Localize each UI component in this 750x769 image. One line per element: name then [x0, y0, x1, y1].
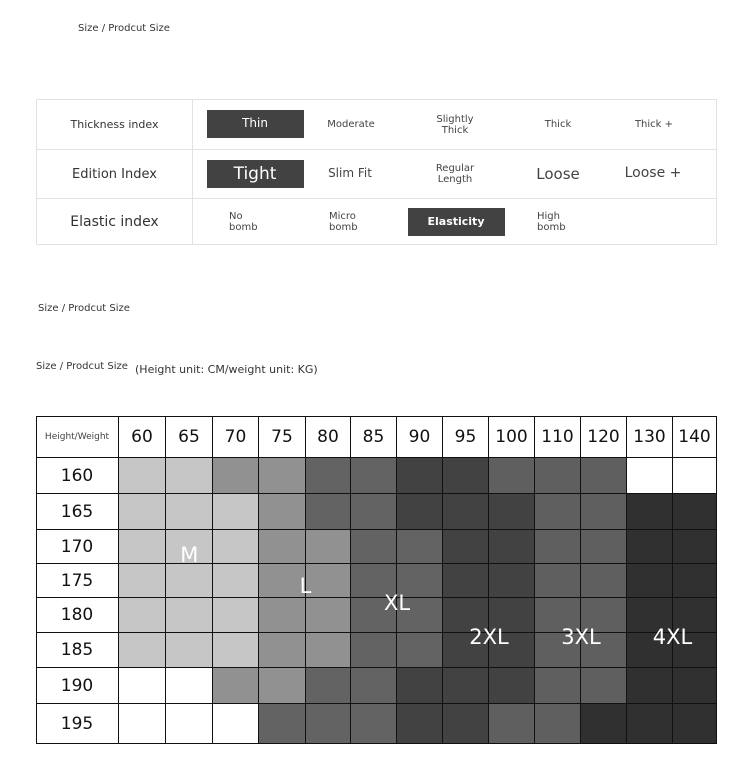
size-cell: [213, 494, 259, 530]
size-cell: [259, 598, 306, 633]
size-cell: [259, 668, 306, 704]
size-cell: [259, 564, 306, 598]
size-cell: [213, 458, 259, 494]
size-cell: [213, 564, 259, 598]
size-cell: [627, 494, 673, 530]
size-cell: [581, 704, 627, 744]
size-cell: [119, 530, 166, 564]
weight-header: 80: [306, 416, 351, 458]
size-cell: [627, 458, 673, 494]
unit-note: (Height unit: CM/weight unit: KG): [135, 363, 318, 376]
size-cell: [443, 704, 489, 744]
height-header: 180: [36, 598, 119, 633]
size-cell: [581, 494, 627, 530]
size-cell: [581, 564, 627, 598]
size-cell: [166, 598, 213, 633]
size-cell: [397, 668, 443, 704]
height-header: 190: [36, 668, 119, 704]
size-cell: [397, 704, 443, 744]
size-cell: [166, 633, 213, 668]
size-cell: [443, 530, 489, 564]
edition-option-loose-plus: Loose +: [624, 165, 682, 182]
size-cell: [397, 458, 443, 494]
size-cell: [119, 494, 166, 530]
size-cell: [627, 564, 673, 598]
elastic-option-no-bomb: No bomb: [229, 211, 258, 233]
elastic-option-high-bomb: High bomb: [537, 211, 566, 233]
size-label-l: L: [299, 573, 312, 598]
size-cell: [397, 530, 443, 564]
size-cell: [259, 704, 306, 744]
size-cell: [351, 598, 397, 633]
thickness-option-moderate: Moderate: [327, 119, 375, 130]
size-cell: [443, 458, 489, 494]
size-cell: [166, 494, 213, 530]
size-cell: [443, 598, 489, 633]
size-cell: [351, 668, 397, 704]
size-label-4xl: 4XL: [652, 624, 693, 649]
size-cell: [489, 530, 535, 564]
size-cell: [581, 458, 627, 494]
size-cell: [166, 564, 213, 598]
size-cell: [166, 668, 213, 704]
size-cell: [213, 668, 259, 704]
size-cell: [581, 530, 627, 564]
edition-option-regular-length: Regular Length: [435, 163, 475, 185]
size-cell: [306, 598, 351, 633]
size-cell: [351, 633, 397, 668]
size-cell: [119, 633, 166, 668]
size-cell: [166, 530, 213, 564]
size-cell: [673, 633, 717, 668]
size-cell: [213, 598, 259, 633]
size-cell: [397, 494, 443, 530]
size-cell: [627, 633, 673, 668]
size-cell: [306, 530, 351, 564]
size-cell: [673, 530, 717, 564]
size-cell: [213, 633, 259, 668]
size-cell: [213, 530, 259, 564]
size-cell: [673, 598, 717, 633]
selected-badge: Elasticity: [408, 208, 505, 236]
size-cell: [489, 564, 535, 598]
size-cell: [535, 668, 581, 704]
size-cell: [535, 633, 581, 668]
size-cell: [489, 704, 535, 744]
weight-header: 120: [581, 416, 627, 458]
size-cell: [119, 458, 166, 494]
size-label-2xl: 2XL: [469, 624, 509, 649]
attribute-table: [36, 99, 717, 245]
size-chart-grid: [36, 416, 717, 744]
corner-header: Height/Weight: [36, 416, 119, 458]
weight-header: 60: [119, 416, 166, 458]
size-cell: [627, 704, 673, 744]
chart-caption: Size / Prodcut Size: [36, 361, 128, 372]
size-cell: [397, 633, 443, 668]
size-cell: [306, 704, 351, 744]
size-cell: [166, 458, 213, 494]
edition-row: [37, 149, 716, 198]
size-cell: [259, 494, 306, 530]
edition-option-loose: Loose: [536, 164, 580, 183]
size-cell: [535, 494, 581, 530]
elastic-label: Elastic index: [37, 199, 193, 245]
size-cell: [119, 564, 166, 598]
size-cell: [306, 458, 351, 494]
size-cell: [259, 458, 306, 494]
height-header: 160: [36, 458, 119, 494]
size-label-m: M: [180, 542, 199, 567]
size-cell: [673, 704, 717, 744]
elastic-option-elasticity: [406, 199, 506, 245]
size-cell: [627, 530, 673, 564]
height-header: 170: [36, 530, 119, 564]
size-cell: [673, 564, 717, 598]
size-cell: [119, 704, 166, 744]
size-cell: [489, 458, 535, 494]
thickness-option-thick-plus: Thick +: [634, 119, 674, 130]
size-cell: [443, 668, 489, 704]
size-cell: [581, 598, 627, 633]
size-label-3xl: 3XL: [561, 624, 601, 649]
weight-header: 140: [673, 416, 717, 458]
height-header: 175: [36, 564, 119, 598]
size-cell: [351, 494, 397, 530]
size-cell: [166, 704, 213, 744]
size-cell: [119, 598, 166, 633]
size-cell: [535, 530, 581, 564]
thickness-option-thick: Thick: [544, 119, 572, 130]
weight-header: 100: [489, 416, 535, 458]
thickness-option-slightly-thick: Slightly Thick: [436, 113, 474, 136]
size-cell: [351, 704, 397, 744]
size-cell: [627, 668, 673, 704]
size-cell: [489, 494, 535, 530]
size-cell: [351, 564, 397, 598]
size-cell: [306, 564, 351, 598]
size-cell: [259, 633, 306, 668]
size-cell: [673, 458, 717, 494]
size-cell: [306, 668, 351, 704]
size-cell: [581, 668, 627, 704]
weight-header: 70: [213, 416, 259, 458]
size-cell: [489, 633, 535, 668]
size-cell: [535, 598, 581, 633]
thickness-label: Thickness index: [37, 100, 193, 149]
thickness-option-thin: [205, 100, 305, 149]
size-cell: [443, 633, 489, 668]
thickness-row: [37, 100, 716, 149]
height-header: 185: [36, 633, 119, 668]
size-cell: [397, 564, 443, 598]
size-cell: [535, 704, 581, 744]
size-cell: [489, 598, 535, 633]
edition-label: Edition Index: [37, 150, 193, 198]
size-cell: [397, 598, 443, 633]
size-cell: [627, 598, 673, 633]
size-cell: [351, 458, 397, 494]
weight-header: 130: [627, 416, 673, 458]
weight-header: 85: [351, 416, 397, 458]
size-cell: [673, 494, 717, 530]
size-cell: [489, 668, 535, 704]
size-cell: [351, 530, 397, 564]
weight-header: 110: [535, 416, 581, 458]
height-header: 165: [36, 494, 119, 530]
size-cell: [306, 494, 351, 530]
size-cell: [213, 704, 259, 744]
size-cell: [673, 668, 717, 704]
elastic-option-micro-bomb: Micro bomb: [329, 211, 358, 233]
elastic-row: [37, 198, 716, 245]
selected-badge: Tight: [207, 160, 304, 188]
size-cell: [306, 633, 351, 668]
size-cell: [535, 564, 581, 598]
size-cell: [259, 530, 306, 564]
size-cell: [535, 458, 581, 494]
weight-header: 75: [259, 416, 306, 458]
edition-option-slim-fit: Slim Fit: [328, 166, 372, 181]
size-cell: [443, 564, 489, 598]
edition-option-tight: [205, 150, 305, 198]
size-cell: [119, 668, 166, 704]
middle-caption: Size / Prodcut Size: [38, 303, 130, 314]
weight-header: 65: [166, 416, 213, 458]
height-header: 195: [36, 704, 119, 744]
size-cell: [443, 494, 489, 530]
weight-header: 90: [397, 416, 443, 458]
size-cell: [581, 633, 627, 668]
size-label-xl: XL: [383, 590, 411, 615]
selected-badge: Thin: [207, 110, 304, 138]
top-caption: Size / Prodcut Size: [78, 23, 170, 34]
weight-header: 95: [443, 416, 489, 458]
